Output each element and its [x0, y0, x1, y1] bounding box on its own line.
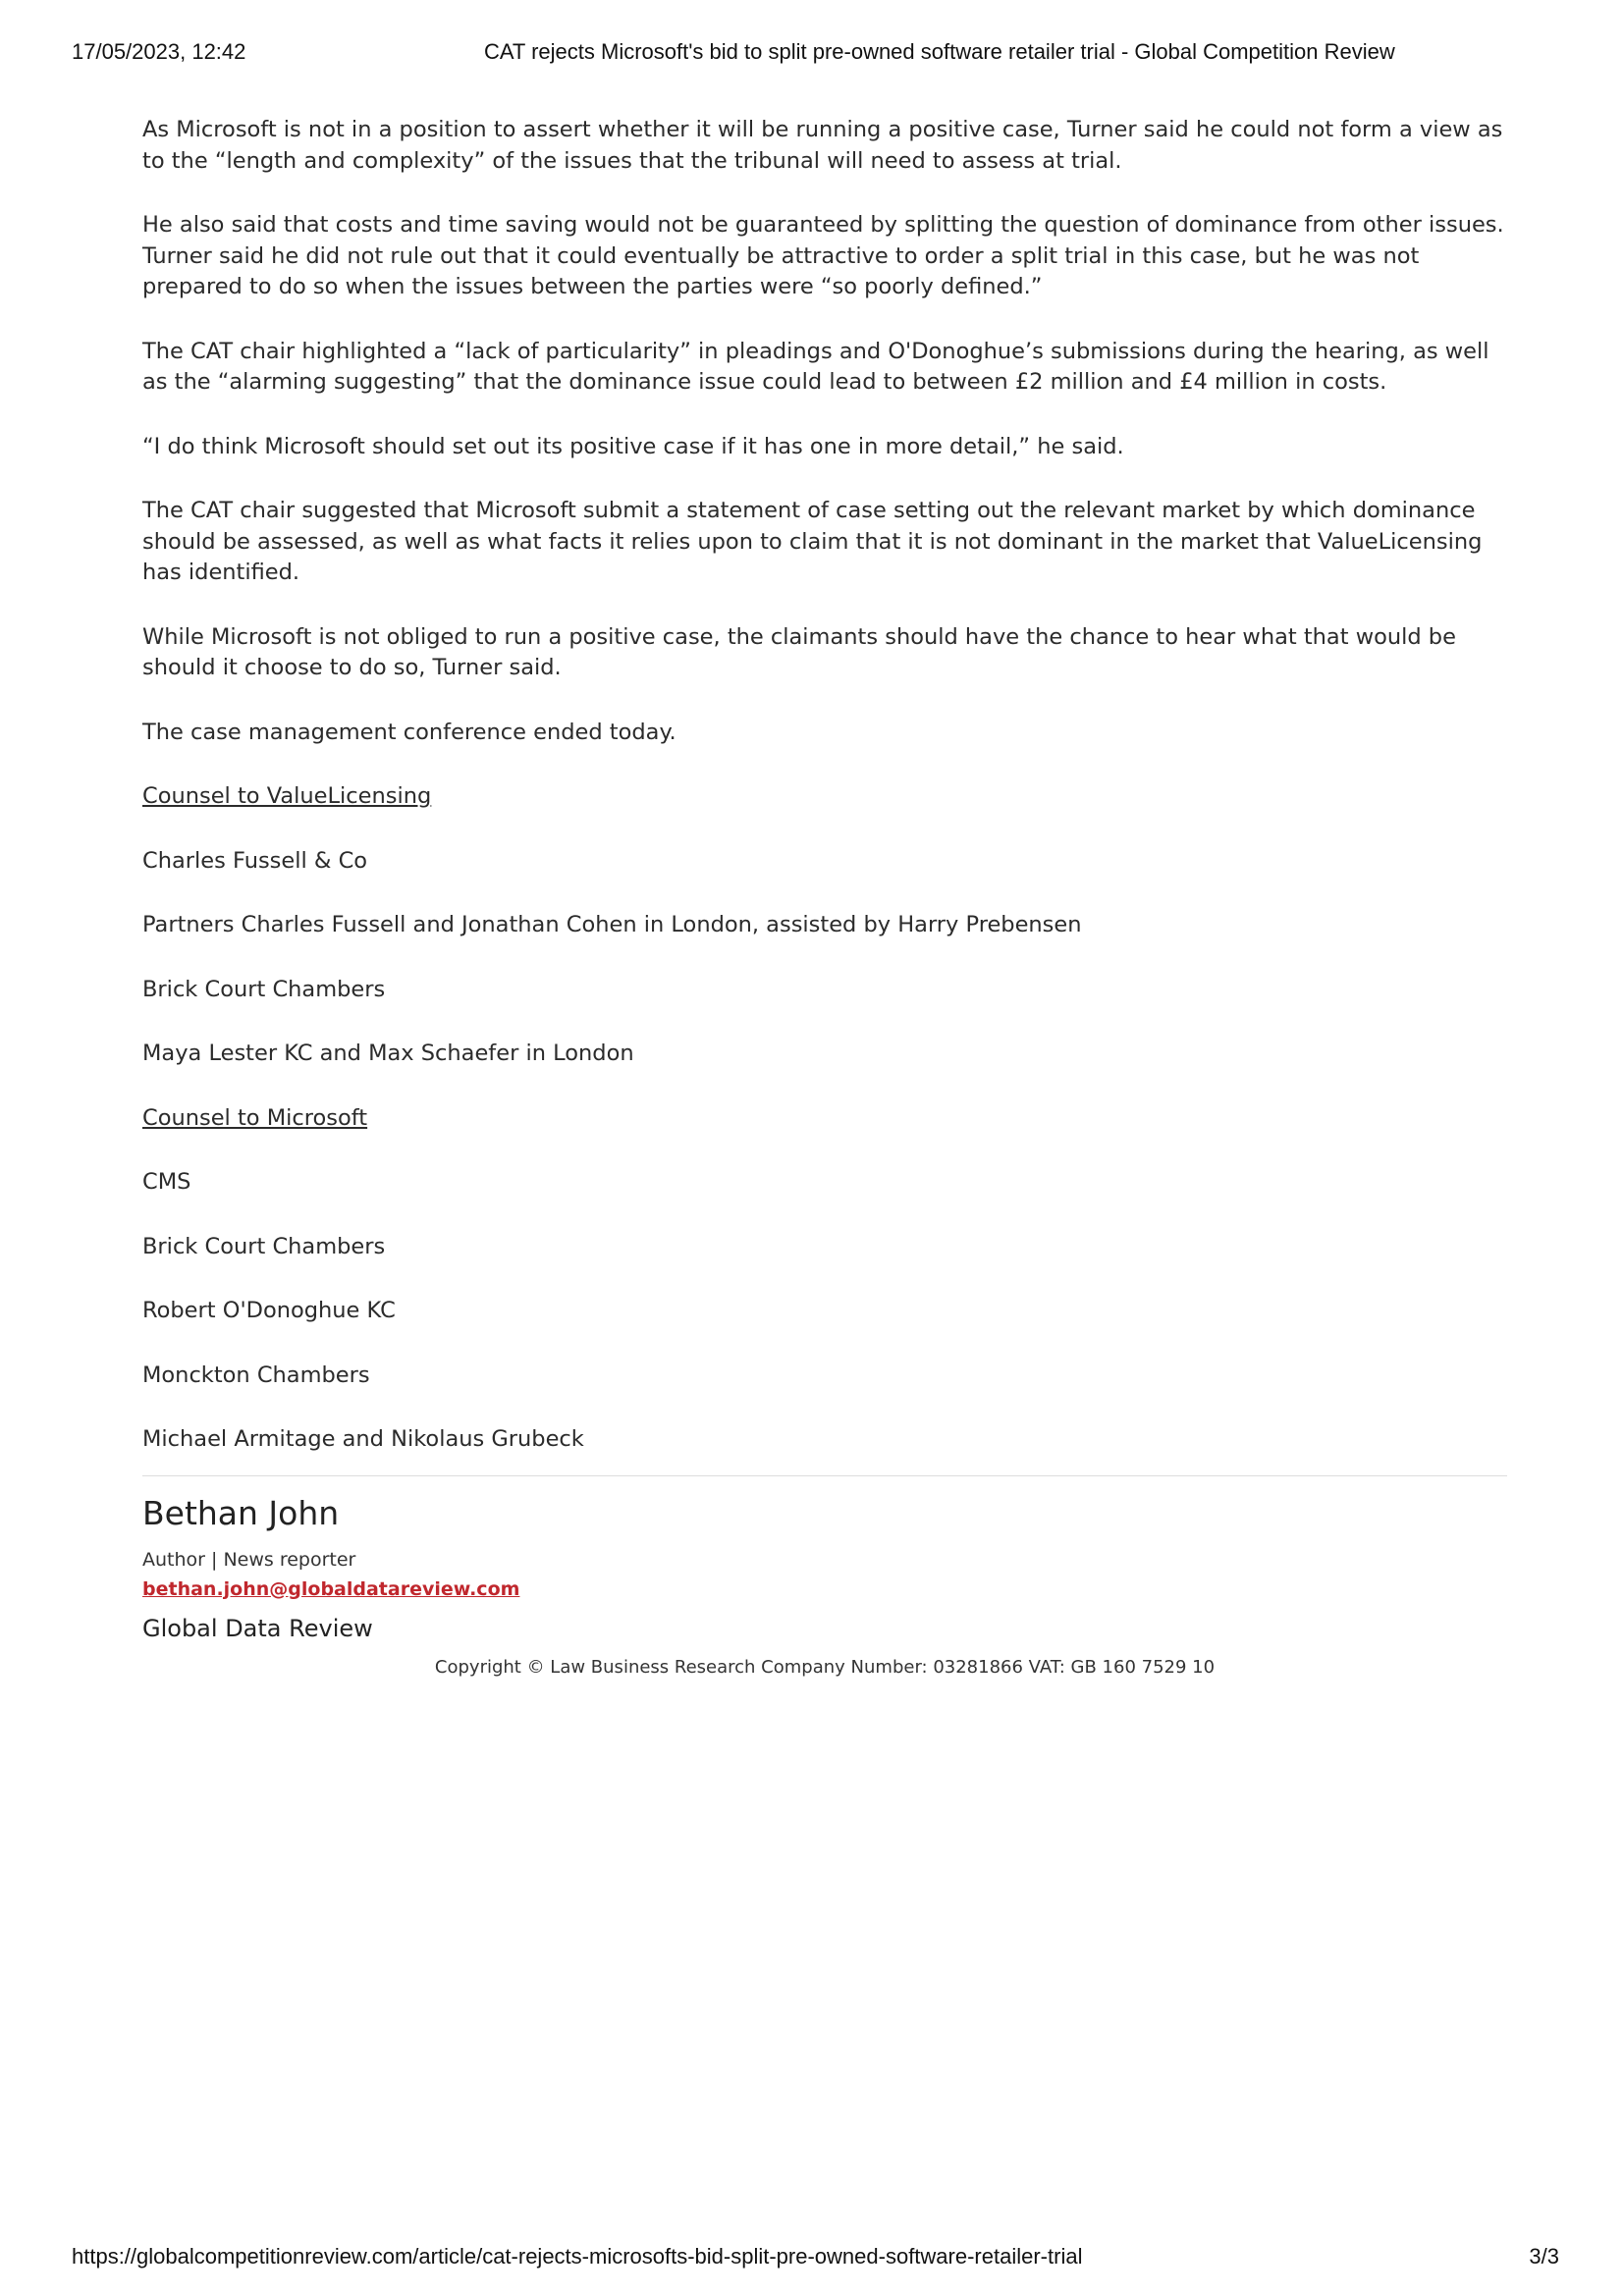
copyright-notice: Copyright © Law Business Research Company Number: 03281866 VAT: GB 160 7529 10 — [434, 1656, 1216, 1678]
counsel-line: Monckton Chambers — [142, 1362, 370, 1388]
counsel-line: Robert O'Donoghue KC — [142, 1298, 396, 1323]
print-page-number: 3/3 — [1529, 2244, 1559, 2269]
counsel-line: CMS — [142, 1169, 191, 1195]
article-paragraph: “I do think Microsoft should set out its positive case if it has one in more detail,” he said. — [142, 433, 1124, 459]
print-datetime: 17/05/2023, 12:42 — [72, 39, 246, 64]
counsel-line: Michael Armitage and Nikolaus Grubeck — [142, 1426, 584, 1452]
counsel-line: Brick Court Chambers — [142, 976, 386, 1002]
print-footer — [72, 2244, 1559, 2273]
counsel-line: Charles Fussell & Co — [142, 847, 368, 874]
article-paragraph: While Microsoft is not obliged to run a positive case, the claimants should have the chance to hear what that would be should it choose to do so, Turner said. — [142, 623, 1456, 680]
publication-name: Global Data Review — [142, 1614, 373, 1642]
article-body — [142, 115, 1507, 1681]
author-role: Author | News reporter — [142, 1548, 356, 1571]
counsel-line: Maya Lester KC and Max Schaefer in London — [142, 1041, 634, 1066]
article-paragraph: The CAT chair suggested that Microsoft submit a statement of case setting out the relevant market by which dominance should be assessed, as well as what facts it relies upon to claim that it is not dominant in the market that ValueLicensing has identified. — [142, 498, 1483, 585]
counsel-microsoft-heading: Counsel to Microsoft — [142, 1104, 368, 1131]
print-page-url: https://globalcompetitionreview.com/article/cat-rejects-microsofts-bid-split-pre-owned-software-retailer-trial — [72, 2244, 1083, 2269]
author-divider — [142, 1475, 1507, 1476]
article-paragraph: The case management conference ended today. — [142, 719, 676, 745]
author-name[interactable]: Bethan John — [142, 1493, 340, 1532]
counsel-line: Brick Court Chambers — [142, 1233, 386, 1259]
article-paragraph: He also said that costs and time saving would not be guaranteed by splitting the question of dominance from other issues. Turner said he did not rule out that it could eventually be attractive to order a split trial in this case, but he was not prepared to do so when the issues between the parties were “so poorly defined.” — [142, 212, 1504, 299]
author-email-link[interactable]: bethan.john@globaldatareview.com — [142, 1577, 520, 1600]
print-header — [72, 39, 1559, 69]
counsel-line: Partners Charles Fussell and Jonathan Cohen in London, assisted by Harry Prebensen — [142, 912, 1082, 937]
counsel-valuelicensing-heading: Counsel to ValueLicensing — [142, 783, 432, 809]
article-paragraph: The CAT chair highlighted a “lack of particularity” in pleadings and O'Donoghue’s submissions during the hearing, as well as the “alarming suggesting” that the dominance issue could lead to between £2 million and £4 million in costs. — [142, 338, 1489, 395]
article-paragraph: As Microsoft is not in a position to assert whether it will be running a positive case, Turner said he could not form a view as to the “length and complexity” of the issues that the tribunal will need to assess at trial. — [142, 117, 1503, 174]
print-page-title: CAT rejects Microsoft's bid to split pre-owned software retailer trial - Global Competition Review — [484, 39, 1395, 64]
